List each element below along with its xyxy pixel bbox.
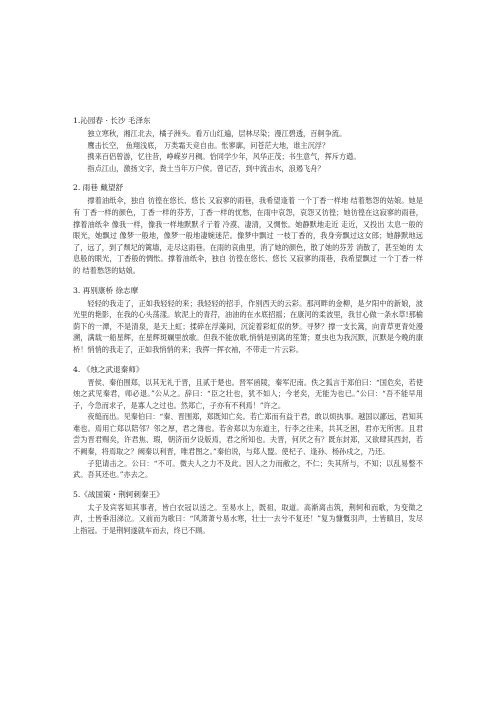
poem-line: 携来百侣曾游，忆往昔，峥嵘岁月稠。恰同学少年，风华正茂；书生意气，挥斥方遒。 bbox=[87, 152, 361, 162]
section-title: 5.《战国策・荆轲刺秦王》 bbox=[73, 489, 164, 499]
section-qinyuanchun bbox=[73, 116, 423, 174]
section-paragraph: 轻轻的我走了，正如我轻轻的来；我轻轻的招手，作别西天的云彩。那河畔的金柳，是夕阳中的新娘，波光里的艳影，在我的心头荡漾。软泥上的青荇，油油的在水底招摇；在康河的柔波里，我甘心做一条水草!那榆荫下的一潭，不是清泉，是天上虹；揉碎在浮藻间，沉淀着彩虹似的梦。寻梦？撑一支长篙，向青草更青处漫溯，满载一船星辉，在星辉斑斓里放歌。但我不能放歌,悄悄是别离的笙箫；夏虫也为我沉默，沉默是今晚的康桥！悄悄的我走了，正如我悄悄的来；我挥一挥衣袖，不带走一片云彩。 bbox=[73, 298, 423, 354]
section-paragraph: 子犯请击之。公曰：“不可。微夫人之力不及此。因人之力而敝之，不仁；失其所与，不知；以乱易整不武。吾其还也。”亦去之。 bbox=[73, 458, 423, 480]
section-title: 3. 再别康桥 徐志摩 bbox=[73, 285, 139, 295]
section-title: 2. 雨巷 戴望舒 bbox=[73, 183, 124, 193]
section-jingke bbox=[73, 490, 423, 537]
document-body bbox=[73, 116, 423, 537]
section-zaibiekangqiao bbox=[73, 286, 423, 356]
section-title: 4. 《烛之武退秦师》 bbox=[73, 364, 144, 374]
section-zhuzhiwu bbox=[73, 365, 423, 481]
section-paragraph: 晋侯、秦伯围郑，以其无礼于晋，且贰于楚也。晋军函陵，秦军氾南。佚之狐言于郑伯曰：“国危矣，若使烛之武见秦君，师必退。”公从之。辞曰：“臣之壮也，犹不如人；今老矣，无能为也已。”公曰：“吾不能早用子，今急而求子，是寡人之过也。然郑亡，子亦有不利焉！”许之。 bbox=[73, 377, 423, 410]
poem-line: 指点江山，激扬文字，粪土当年万户侯。曾记否，到中流击水，浪遏飞舟？ bbox=[87, 163, 325, 173]
poem-line: 独立寒秋，湘江北去，橘子洲头。看万山红遍，层林尽染；漫江碧透，百舸争流。 bbox=[87, 129, 347, 138]
section-paragraph: 夜缒而出。见秦伯曰：“秦、晋围郑，郑既知亡矣。若亡郑而有益于君，敢以烦执事。越国以鄙远，君知其难也。焉用亡郑以陪邻？邻之厚，君之薄也。若舍郑以为东道主，行李之往来，共其乏困，君亦无所害。且君尝为晋君赐矣，许君焦、瑕，朝济而夕设版焉，君之所知也。夫晋，何厌之有？既东封郑，又欲肆其西封，若不阙秦，将焉取之？阙秦以利晋，唯君图之。”秦伯说，与郑人盟。使杞子、逢孙、杨孙戍之，乃还。 bbox=[73, 412, 423, 457]
section-title: 1.沁园春 · 长沙 毛泽东 bbox=[73, 116, 151, 125]
poem-line: 鹰击长空， 鱼翔浅底， 万类霜天竞自由。怅寥廓，问苍茫大地，谁主沉浮？ bbox=[87, 140, 330, 150]
section-yuxiang bbox=[73, 183, 423, 276]
section-paragraph: 撑着油纸伞，独自 彷徨在悠长、悠长 又寂寥的雨巷，我希望逢着 一个丁香一样地 结着愁怨的姑娘。她是有 丁香一样的颜色，丁香一样的芬芳，丁香一样的忧愁，在雨中哀怨，哀怨又彷徨；她彷徨在这寂寥的雨巷，撑着油纸伞 像我一样，像我一样地默默彳亍着 冷漠、凄清，又惆怅。她静默地走近 走近，又投出 太息一般的眼光，她飘过 像梦一般地，像梦一般地凄婉迷茫。像梦中飘过 一枝丁香的，我身旁飘过这女郎；她静默地远了，远了，到了颓圮的篱墙，走尽这雨巷。在雨的哀曲里，消了她的颜色，散了她的芬芳 消散了，甚至她的 太息般的眼光，丁香般的惆怅。撑着油纸伞，独自 彷徨在悠长、悠长 又寂寥的雨巷，我希望飘过 一个丁香一样的 结着愁怨的姑娘。 bbox=[73, 196, 423, 275]
section-paragraph: 太子及宾客知其事者，皆白衣冠以送之。至易水上，既祖，取道。高渐离击筑，荆轲和而歌，为变徵之声，士皆垂泪涕泣。又前而为歌曰：“风萧萧兮易水寒，壮士一去兮不复还！”复为慷慨羽声，士皆瞋目，发尽上指冠。于是荆轲遂就车而去，终已不顾。 bbox=[73, 502, 423, 536]
